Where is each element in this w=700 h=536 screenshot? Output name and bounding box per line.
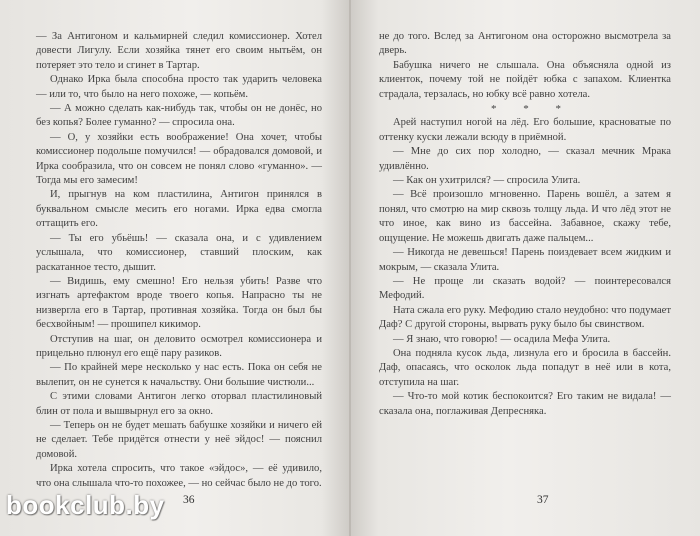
paragraph: Она подняла кусок льда, лизнула его и бросила в бассейн. Даф, опасаясь, что осколок льда попадут в неё или в кота, отступила на шаг. bbox=[379, 347, 671, 388]
right-page-text bbox=[379, 30, 671, 419]
section-break: * * * bbox=[491, 103, 573, 116]
paragraph: — Не проще ли сказать водой? — поинтересовался Мефодий. bbox=[379, 275, 671, 302]
paragraph: Ната сжала его руку. Мефодию стало неудобно: что подумает Даф? С другой стороны, вырвать руку было бы свинством. bbox=[379, 304, 671, 331]
paragraph: — Теперь он не будет мешать бабушке хозяйки и ничего ей не сделает. Тебе придётся отнести у неё эйдос! — пояснил домовой. bbox=[36, 419, 322, 460]
paragraph: С этими словами Антигон легко оторвал пластилиновый блин от пола и вышвырнул его за окно. bbox=[36, 391, 322, 417]
paragraph: — За Антигоном и кальмирней следил комиссионер. Хотел довести Лигулу. Если хозяйка тянет его своим нытьём, он потеряет это тело и сгинет в Тартар. bbox=[36, 31, 322, 71]
left-page-number: 36 bbox=[183, 494, 195, 506]
paragraph: — Видишь, ему смешно! Его нельзя убить! Разве что изгнать артефактом вроде твоего копья. Напрасно ты не низвергла его в Тартар, противная хозяйка. Тогда он был бы бесхвойным! — прошипел кикимор. bbox=[36, 275, 322, 331]
bookclub-watermark: bookclub.by bbox=[6, 490, 165, 520]
right-page-number: 37 bbox=[537, 494, 549, 506]
paragraph: Арей наступил ногой на лёд. Его большие, красноватые по оттенку куски лежали всюду в приёмной. bbox=[379, 117, 671, 143]
left-page-text bbox=[36, 30, 322, 491]
paragraph: — А можно сделать как-нибудь так, чтобы он не донёс, но без копья? Более гуманно? — спросила она. bbox=[36, 103, 322, 129]
paragraph: — По крайней мере несколько у нас есть. Пока он себя не вылепит, он не сунется к начальству. Они большие чистюли... bbox=[36, 362, 322, 388]
right-page bbox=[351, 0, 700, 536]
paragraph: — Как он ухитрился? — спросила Улита. bbox=[393, 175, 581, 187]
paragraph: — Никогда не девешься! Парень поиздевает всем жидким и мокрым, — сказала Улита. bbox=[379, 247, 671, 273]
paragraph: — Что-то мой котик беспокоится? Его таким не видала! — сказала она, поглаживая Депресняка. bbox=[379, 391, 671, 417]
paragraph: Отступив на шаг, он деловито осмотрел комиссионера и прицельно плюнул его ещё пару разиков. bbox=[36, 333, 322, 359]
paragraph: — Я знаю, что говорю! — осадила Мефа Улита. bbox=[393, 333, 611, 345]
paragraph: Ирка хотела спросить, что такое «эйдос», — её удивило, что она слышала что-то похожее, — но сейчас было не до того. bbox=[36, 463, 322, 489]
paragraph: — Всё произошло мгновенно. Парень вошёл, а затем я понял, что смотрю на мир сквозь толщу льда. И что лёд этот не что иное, как вино из бассейна. Забавное, скажу тебе, ощущение. Не можешь двигать даже пальцем... bbox=[379, 189, 671, 244]
paragraph: — О, у хозяйки есть воображение! Она хочет, чтобы комиссионер подольше помучился! — обрадовался домовой, и Ирка сообразила, что он совсем не понял слово «гуманно». — Тогда мы его замесим! bbox=[36, 131, 322, 187]
paragraph: Бабушка ничего не слышала. Она объясняла одной из клиенток, почему той не пойдёт юбка с запахом. Клиентка страдала, терзалась, но юбку всё равно хотела. bbox=[379, 59, 671, 100]
paragraph: И, прыгнув на ком пластилина, Антигон принялся в буквальном смысле месить его ногами. Ирка едва смогла оттащить его. bbox=[36, 189, 322, 230]
paragraph: не до того. Вслед за Антигоном она осторожно высмотрела за дверь. bbox=[379, 31, 671, 57]
paragraph: Однако Ирка была способна просто так ударить человека — или то, что было на него похоже, — копьём. bbox=[36, 74, 322, 100]
paragraph: — Ты его убьёшь! — сказала она, и с удивлением услышала, что комиссионер, ставший плоским, как раскатанное тесто, дышит. bbox=[36, 232, 322, 273]
paragraph: — Мне до сих пор холодно, — сказал мечник Мрака удивлённо. bbox=[379, 146, 671, 172]
left-page bbox=[0, 0, 349, 536]
